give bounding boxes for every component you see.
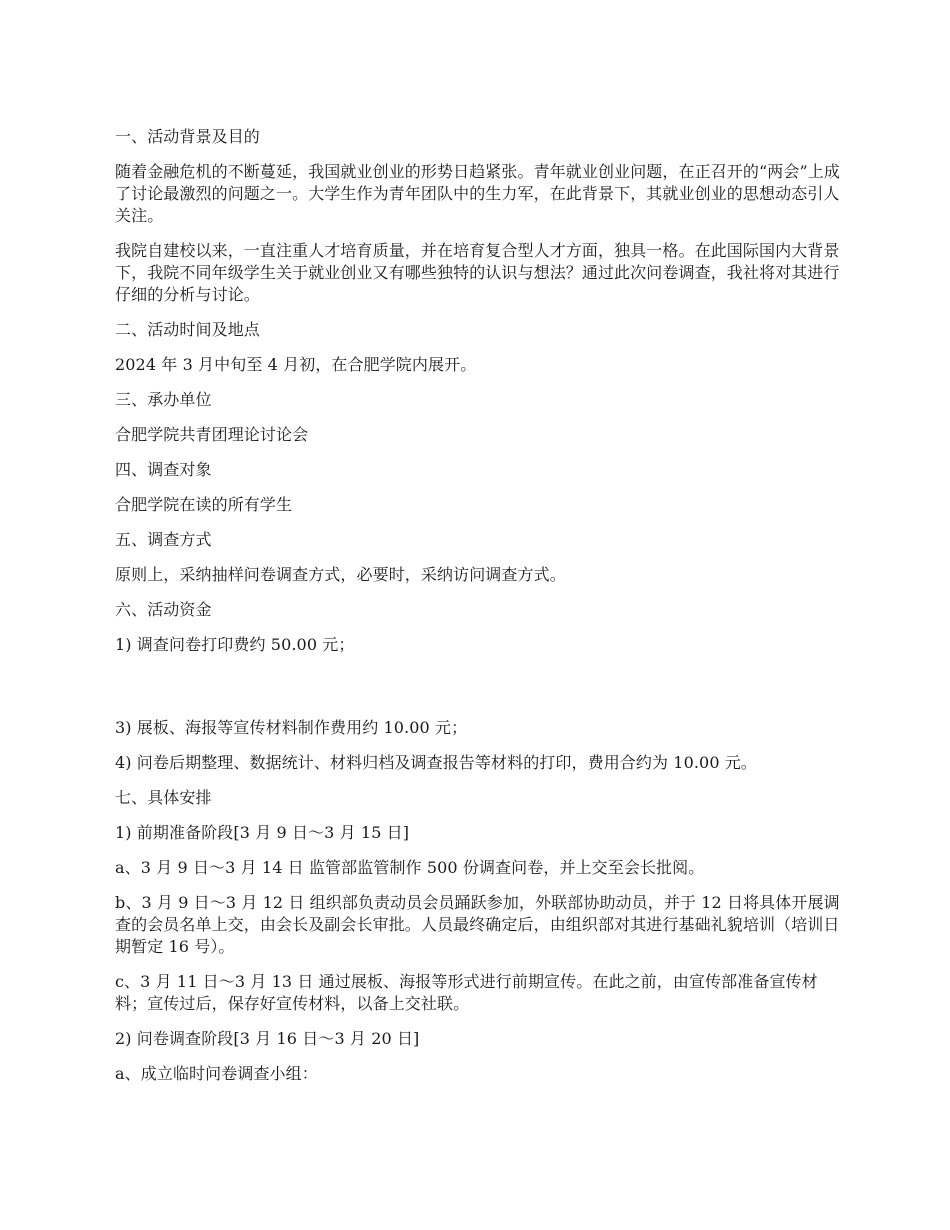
paragraph-schedule-phase-2-a: a、成立临时问卷调查小组： — [115, 1064, 318, 1083]
list-item-schedule-phase-2: 2) 问卷调查阶段[3 月 16 日～3 月 20 日] — [115, 1029, 420, 1048]
paragraph-method: 原则上，采纳抽样问卷调查方式，必要时，采纳访问调查方式。 — [115, 565, 566, 584]
section-heading-organizer: 三、承办单位 — [115, 390, 212, 409]
document-page — [115, 126, 843, 1098]
section-heading-schedule: 七、具体安排 — [115, 788, 212, 807]
list-item-funding-3: 3) 展板、海报等宣传材料制作费用约 10.00 元； — [115, 718, 468, 737]
section-heading-method: 五、调查方式 — [115, 530, 212, 549]
paragraph-schedule-c: c、3 月 11 日～3 月 13 日 通过展板、海报等形式进行前期宣传。在此之前，由宣传部准备宣传材料；宣传过后，保存好宣传材料，以备上交社联。 — [115, 972, 818, 1013]
section-heading-background: 一、活动背景及目的 — [115, 127, 260, 146]
list-item-schedule-phase-1: 1) 前期准备阶段[3 月 9 日～3 月 15 日] — [115, 823, 410, 842]
paragraph-background-1: 随着金融危机的不断蔓延，我国就业创业的形势日趋紧张。青年就业创业问题，在正召开的“两会”上成了讨论最激烈的问题之一。大学生作为青年团队中的生力军，在此背景下，其就业创业的思想动态引人关注。 — [115, 162, 840, 225]
paragraph-time-place: 2024 年 3 月中旬至 4 月初，在合肥学院内展开。 — [115, 355, 477, 374]
list-item-funding-4: 4) 问卷后期整理、数据统计、材料归档及调查报告等材料的打印，费用合约为 10.00 元。 — [115, 753, 757, 772]
paragraph-subjects: 合肥学院在读的所有学生 — [115, 495, 293, 514]
paragraph-schedule-a: a、3 月 9 日～3 月 14 日 监管部监管制作 500 份调查问卷，并上交至会长批阅。 — [115, 858, 705, 877]
section-heading-time-place: 二、活动时间及地点 — [115, 320, 260, 339]
paragraph-schedule-b: b、3 月 9 日～3 月 12 日 组织部负责动员会员踊跃参加，外联部协助动员，并于 12 日将具体开展调查的会员名单上交，由会长及副会长审批。人员最终确定后，由组织部对其进行基础礼貌培训（培训日期暂定 16 号）。 — [115, 893, 840, 956]
list-item-funding-1: 1) 调查问卷打印费约 50.00 元； — [115, 635, 355, 654]
paragraph-background-2: 我院自建校以来，一直注重人才培育质量，并在培育复合型人才方面，独具一格。在此国际国内大背景下，我院不同年级学生关于就业创业又有哪些独特的认识与想法？通过此次问卷调查，我社将对其进行仔细的分析与讨论。 — [115, 241, 840, 304]
section-heading-subjects: 四、调查对象 — [115, 460, 212, 479]
blank-line — [115, 669, 843, 717]
paragraph-organizer: 合肥学院共青团理论讨论会 — [115, 425, 309, 444]
section-heading-funding: 六、活动资金 — [115, 600, 212, 619]
